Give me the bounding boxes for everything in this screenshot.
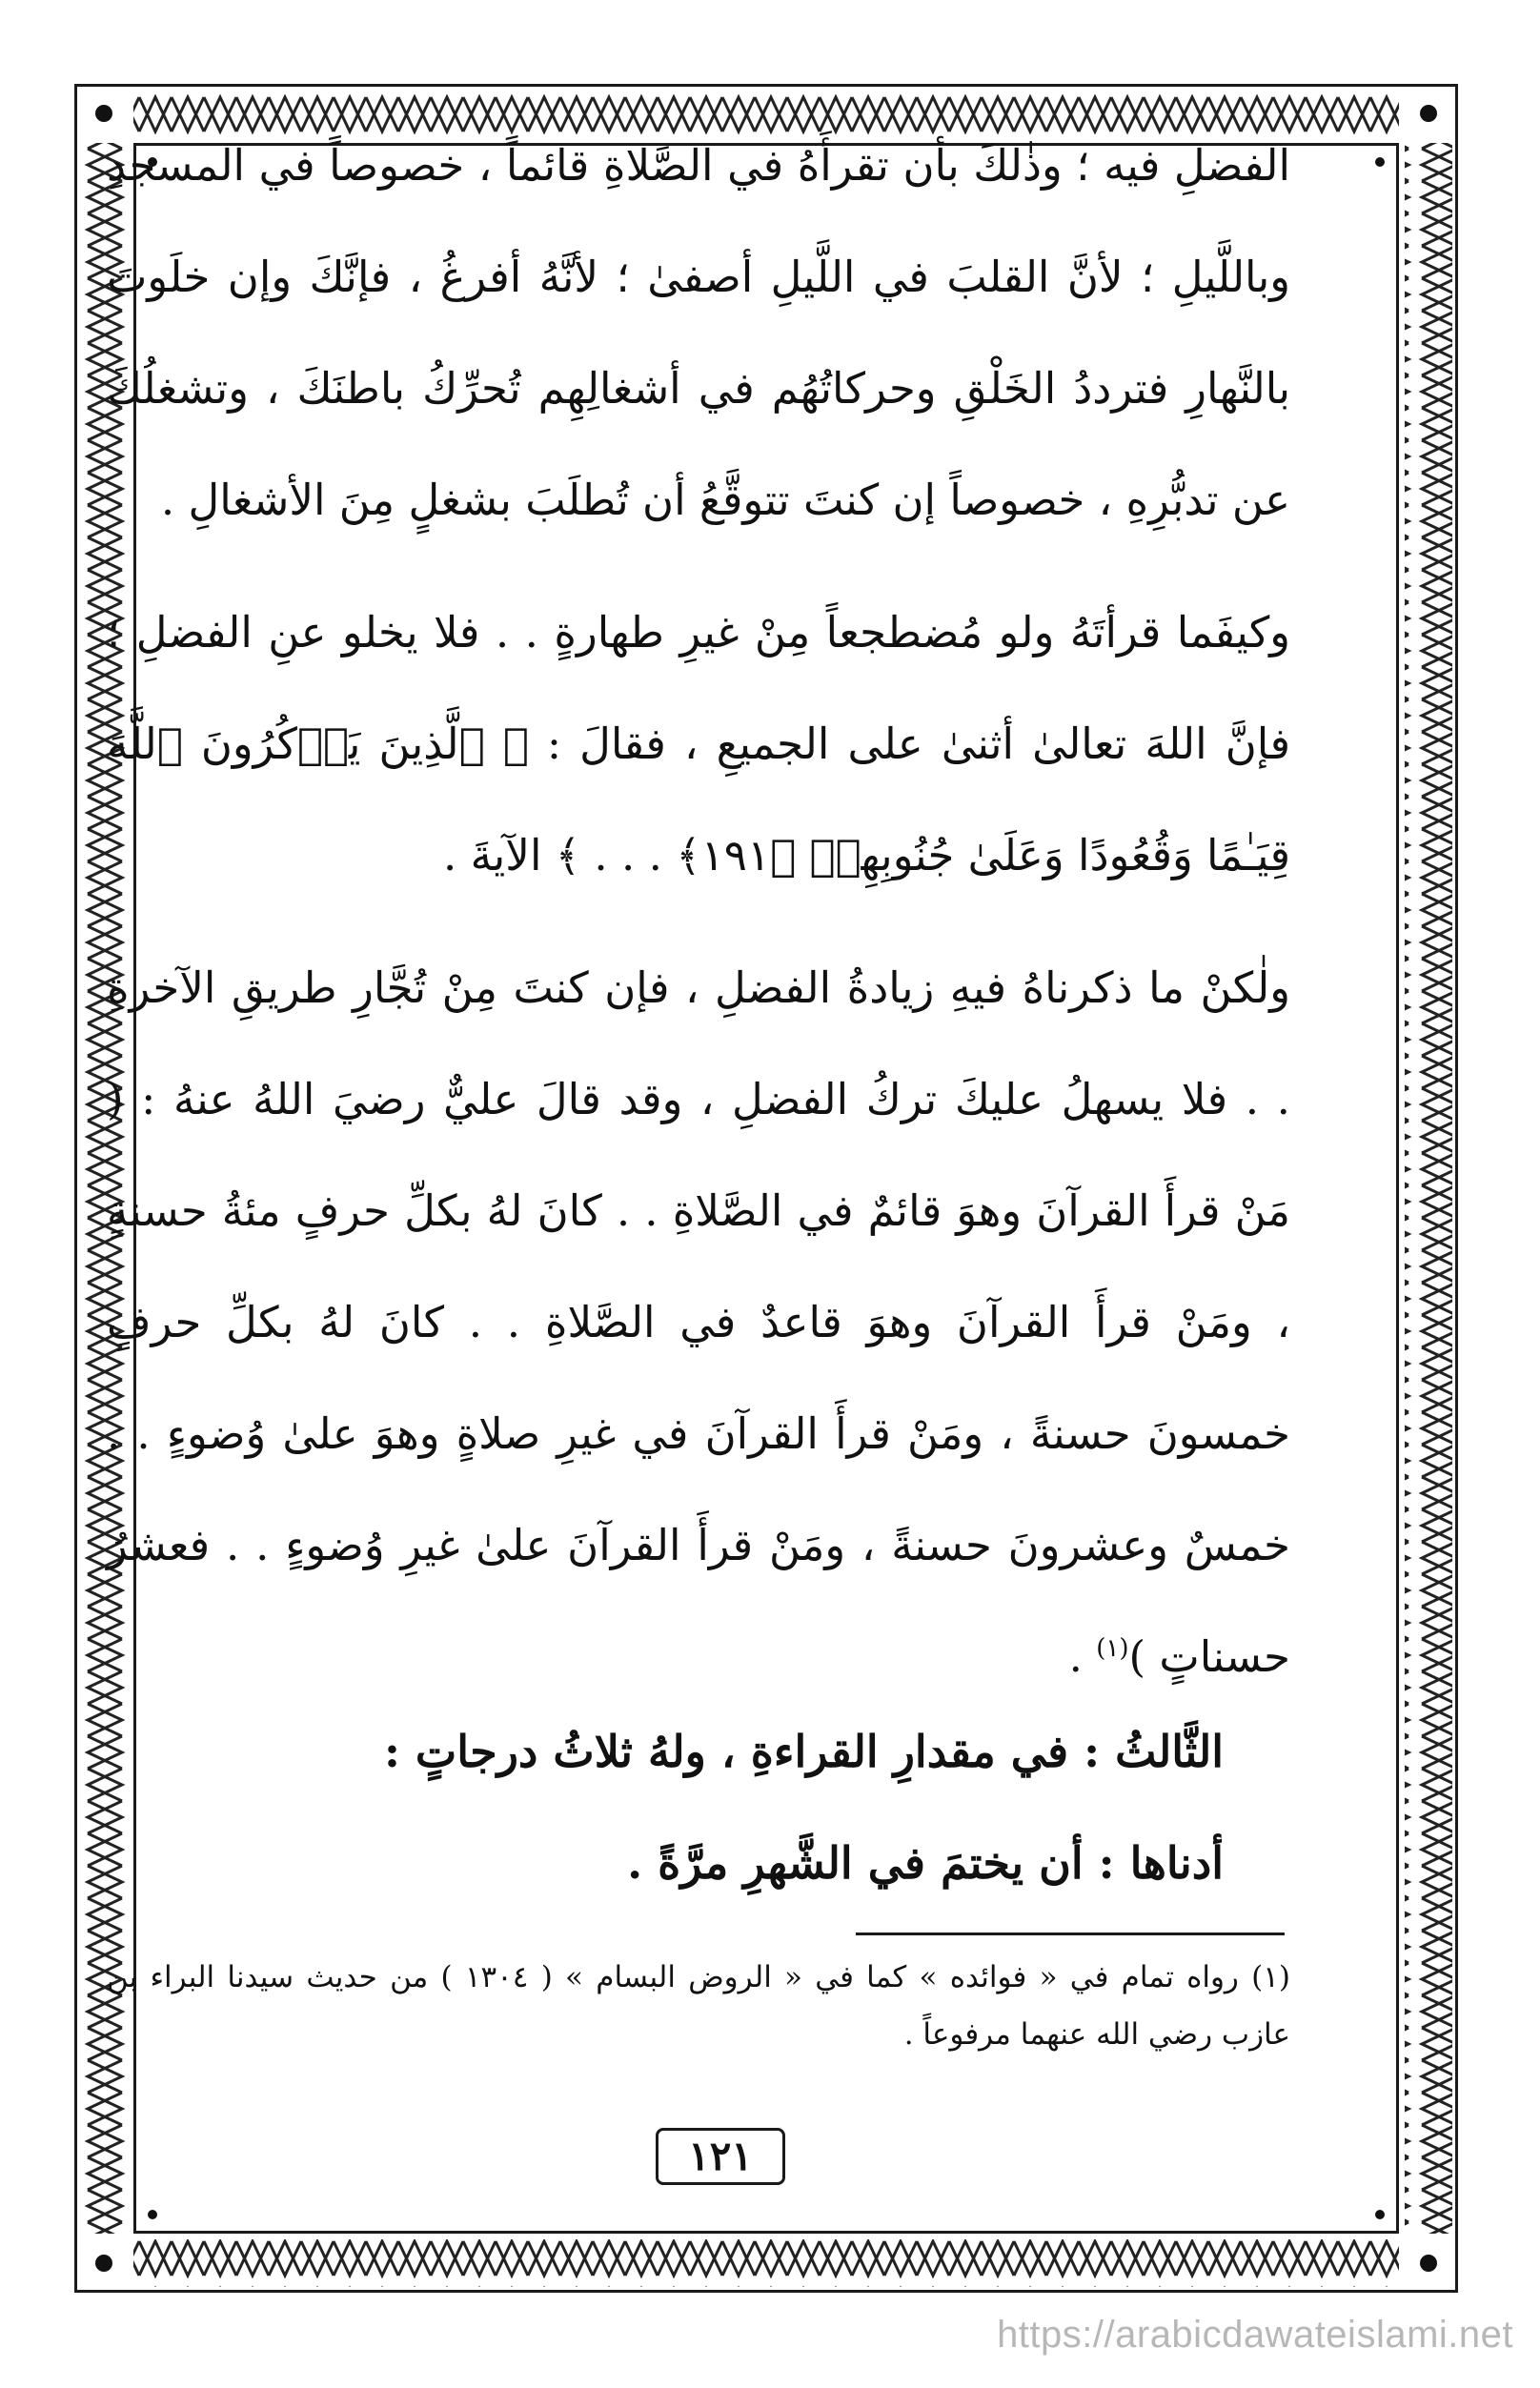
- page-number: ١٢١: [656, 2128, 785, 2185]
- section-subheading: أدناها : أن يختمَ في الشَّهرِ مرَّةً .: [627, 1837, 1224, 1889]
- section-heading-block: [107, 1696, 1290, 1919]
- footnote-separator: [856, 1933, 1285, 1935]
- main-text: [107, 110, 1290, 1712]
- paragraph-1: الفضلِ فيه ؛ وذٰلكَ بأن تقرأَهُ في الصَّلاةِ قائماً ، خصوصاً في المسجدِ وباللَّيلِ ؛ لأنَّ القلبَ في اللَّيلِ أصفىٰ ؛ لأنَّهُ أفرغُ ، فإنَّكَ وإن خلَوتَ بالنَّهارِ فترددُ الخَلْقِ وحركاتُهُم في أشغالِهِم تُحرِّكُ باطنَكَ ، وتشغلُكَ عن تدبُّرِهِ ، خصوصاً إن كنتَ تتوقَّعُ أن تُطلَبَ بشغلٍ مِنَ الأشغالِ .: [107, 140, 1290, 525]
- footnote-reference: (١): [1096, 1634, 1129, 1663]
- paragraph-3-text: ولٰكنْ ما ذكرناهُ فيهِ زيادةُ الفضلِ ، فإن كنتَ مِنْ تُجَّارِ طريقِ الآخرةِ . . فلا يسهلُ عليكَ تركُ الفضلِ ، وقد قالَ عليٌّ رضيَ اللهُ عنهُ : ( مَنْ قرأَ القرآنَ وهوَ قائمٌ في الصَّلاةِ . . كانَ لهُ بكلِّ حرفٍ مئةُ حسنةٍ ، ومَنْ قرأَ القرآنَ وهوَ قاعدٌ في الصَّلاةِ . . كانَ لهُ بكلِّ حرفٍ خمسونَ حسنةً ، ومَنْ قرأَ القرآنَ في غيرِ صلاةٍ وهوَ علىٰ وُضوءٍ . . خمسٌ وعشرونَ حسنةً ، ومَنْ قرأَ القرآنَ علىٰ غيرِ وُضوءٍ . . فعشرُ حسناتٍ ): [107, 962, 1290, 1682]
- paragraph-3-end: .: [1068, 1631, 1097, 1682]
- section-heading: الثَّالثُ : في مقدارِ القراءةِ ، ولهُ ثلاثُ درجاتٍ :: [383, 1726, 1224, 1777]
- footnote: (١) رواه تمام في « فوائده » كما في « الروض البسام » ( ١٣٠٤ ) من حديث سيدنا البراء بن عازب رضي الله عنهما مرفوعاً .: [107, 1960, 1290, 2052]
- watermark-url: https://arabicdawateislami.net: [997, 2314, 1513, 2356]
- paragraph-3: [107, 932, 1290, 1712]
- paragraph-2: وكيفَما قرأتَهُ ولو مُضطجعاً مِنْ غيرِ طهارةٍ . . فلا يخلو عنِ الفضلِ ؛ فإنَّ اللهَ تعالىٰ أثنىٰ على الجميعِ ، فقالَ : ﴿ ٱلَّذِينَ يَذۡكُرُونَ ٱللَّهَ قِيَـٰمًا وَقُعُودًا وَعَلَىٰ جُنُوبِهِمۡ ﴿١٩١﴾ . . . ﴾ الآيةَ .: [107, 607, 1290, 880]
